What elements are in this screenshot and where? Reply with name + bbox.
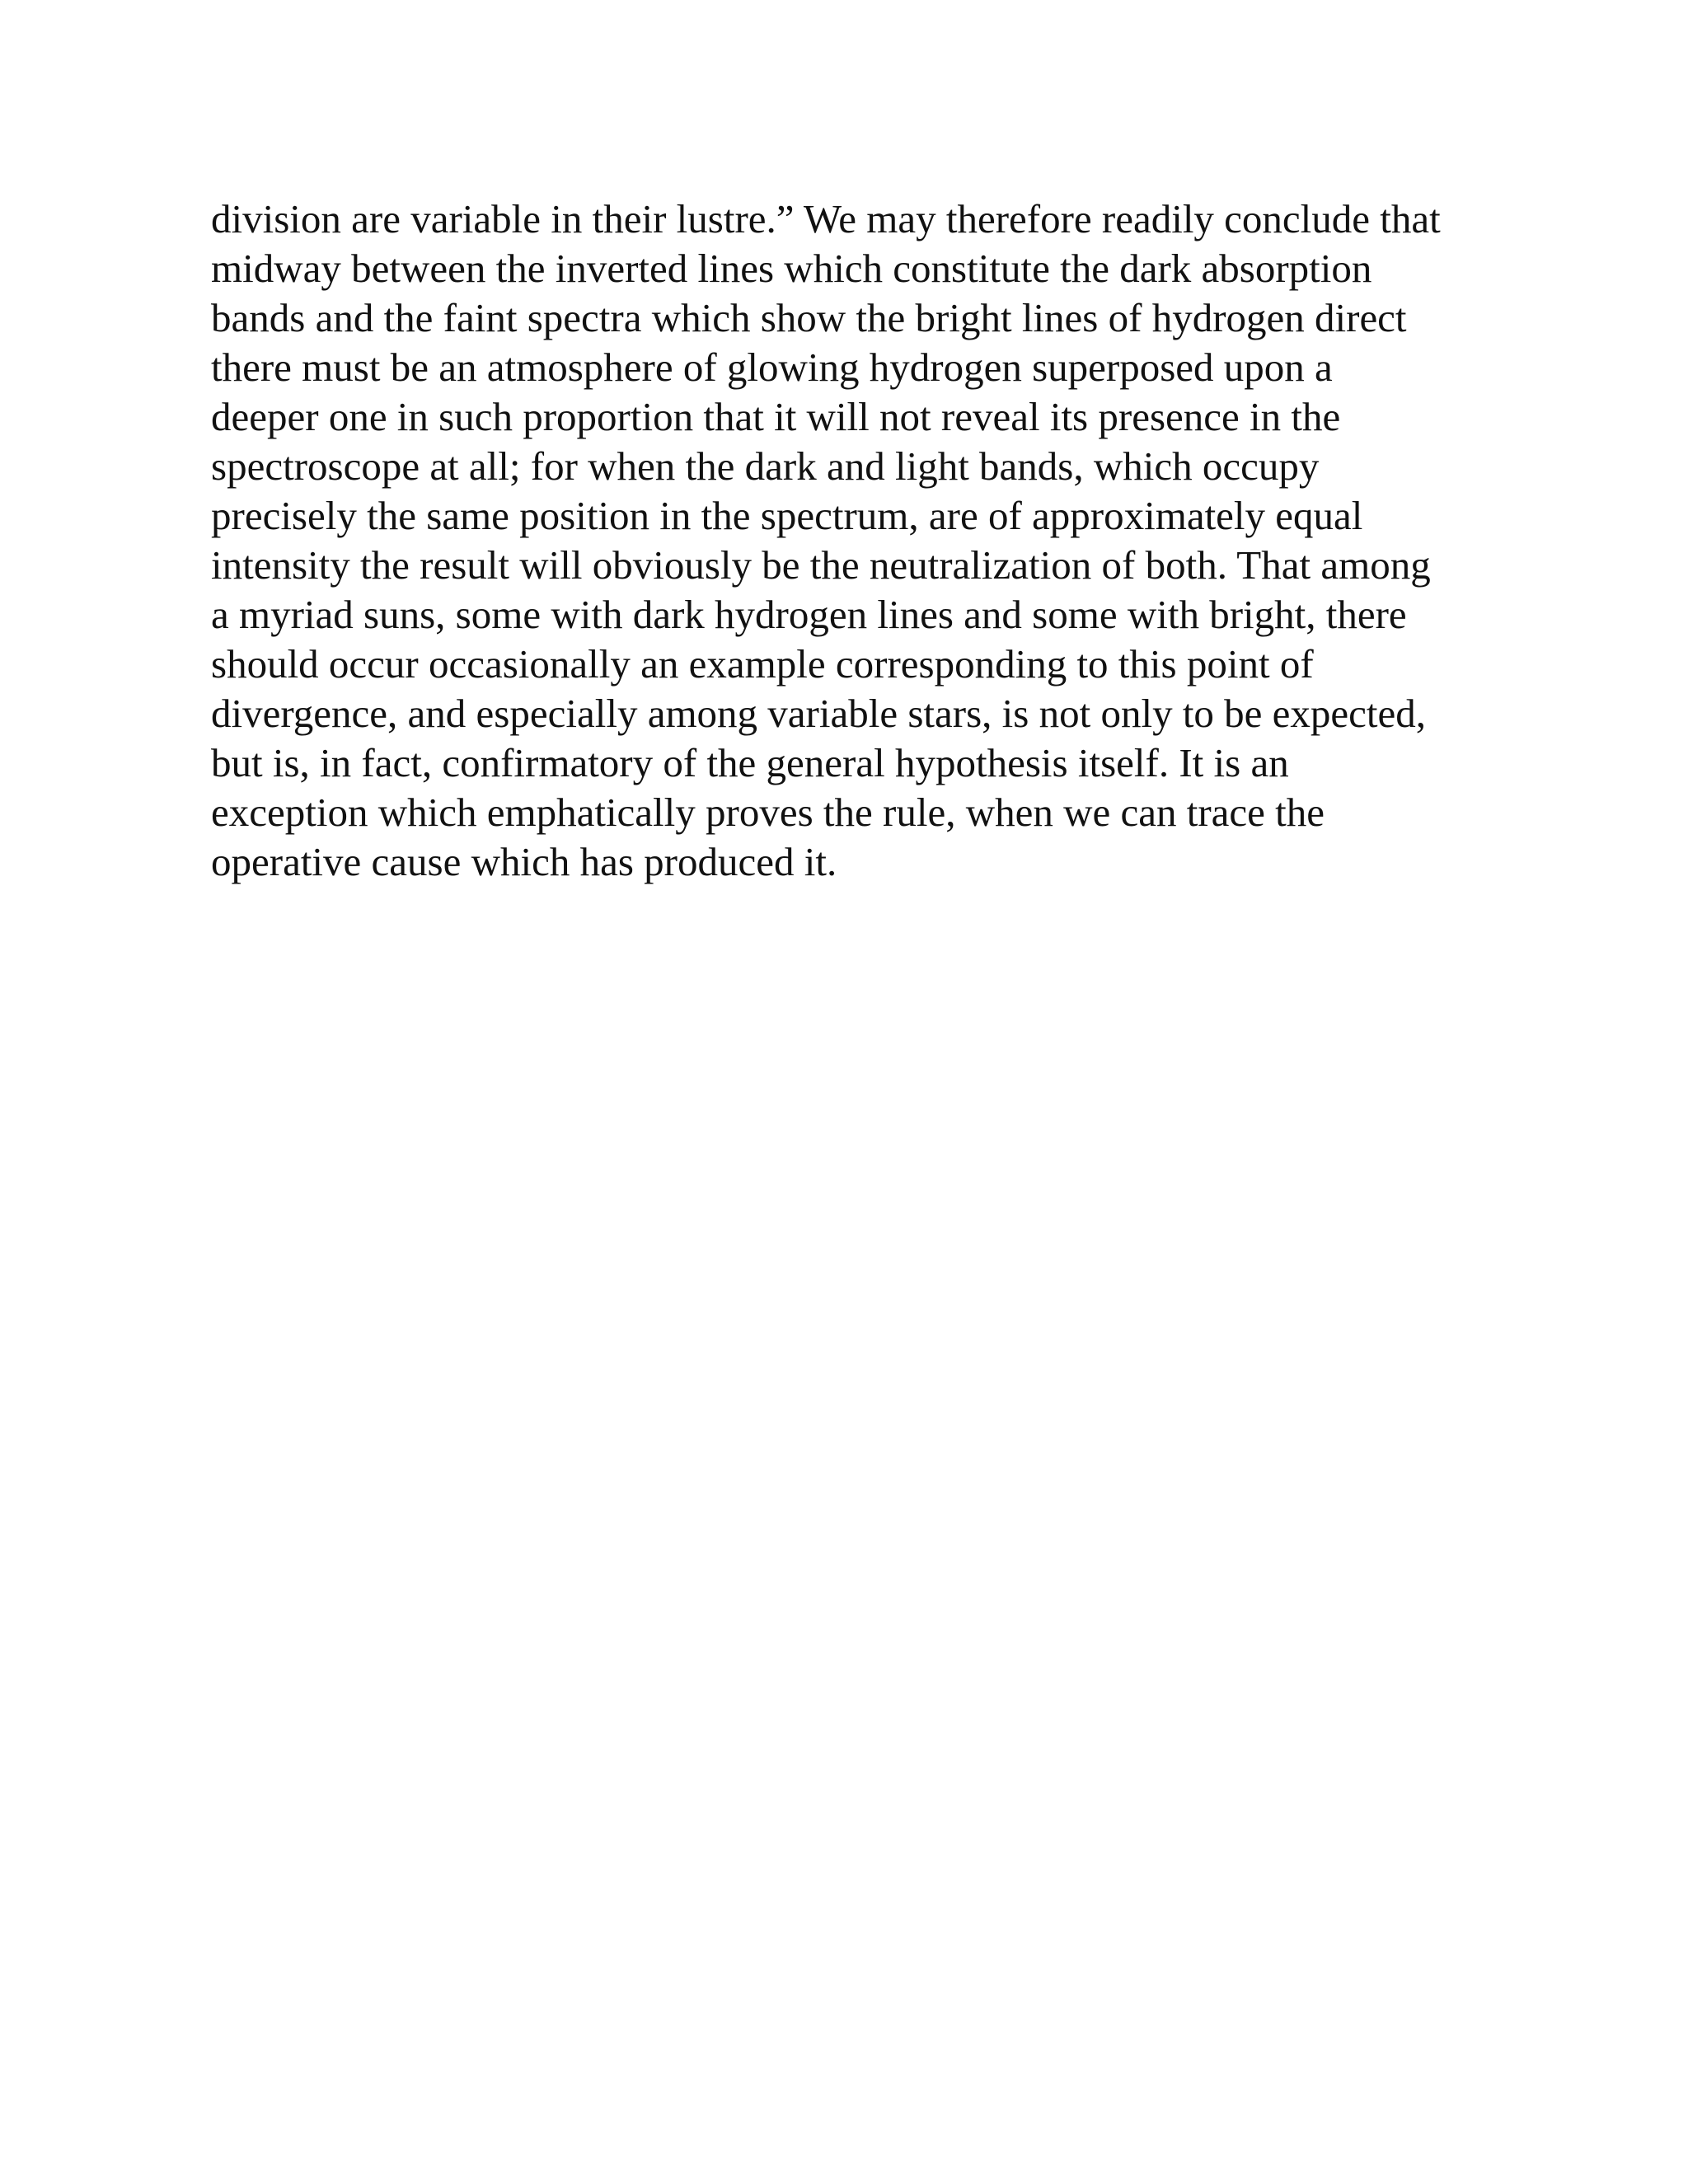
text-line-8: intensity the result will obviously be the neutralization of both. That among: [211, 542, 1431, 588]
text-line-5: deeper one in such proportion that it will not reveal its presence in the: [211, 394, 1341, 439]
text-line-1: division are variable in their lustre.” We may therefore readily conclude that: [211, 196, 1441, 241]
text-line-13: exception which emphatically proves the rule, when we can trace the: [211, 790, 1325, 835]
text-line-4: there must be an atmosphere of glowing hydrogen superposed upon a: [211, 344, 1333, 390]
text-line-7: precisely the same position in the spectrum, are of approximately equal: [211, 493, 1363, 538]
text-line-11: divergence, and especially among variable stars, is not only to be expected,: [211, 691, 1427, 736]
text-line-10: should occur occasionally an example corresponding to this point of: [211, 641, 1314, 687]
text-line-2: midway between the inverted lines which constitute the dark absorption: [211, 246, 1372, 291]
body-paragraph: [211, 194, 1497, 887]
text-line-9: a myriad suns, some with dark hydrogen lines and some with bright, there: [211, 592, 1407, 637]
text-line-14: operative cause which has produced it.: [211, 839, 837, 884]
text-line-3: bands and the faint spectra which show the bright lines of hydrogen direct: [211, 295, 1407, 340]
text-line-12: but is, in fact, confirmatory of the general hypothesis itself. It is an: [211, 740, 1289, 785]
text-line-6: spectroscope at all; for when the dark and light bands, which occupy: [211, 443, 1320, 489]
